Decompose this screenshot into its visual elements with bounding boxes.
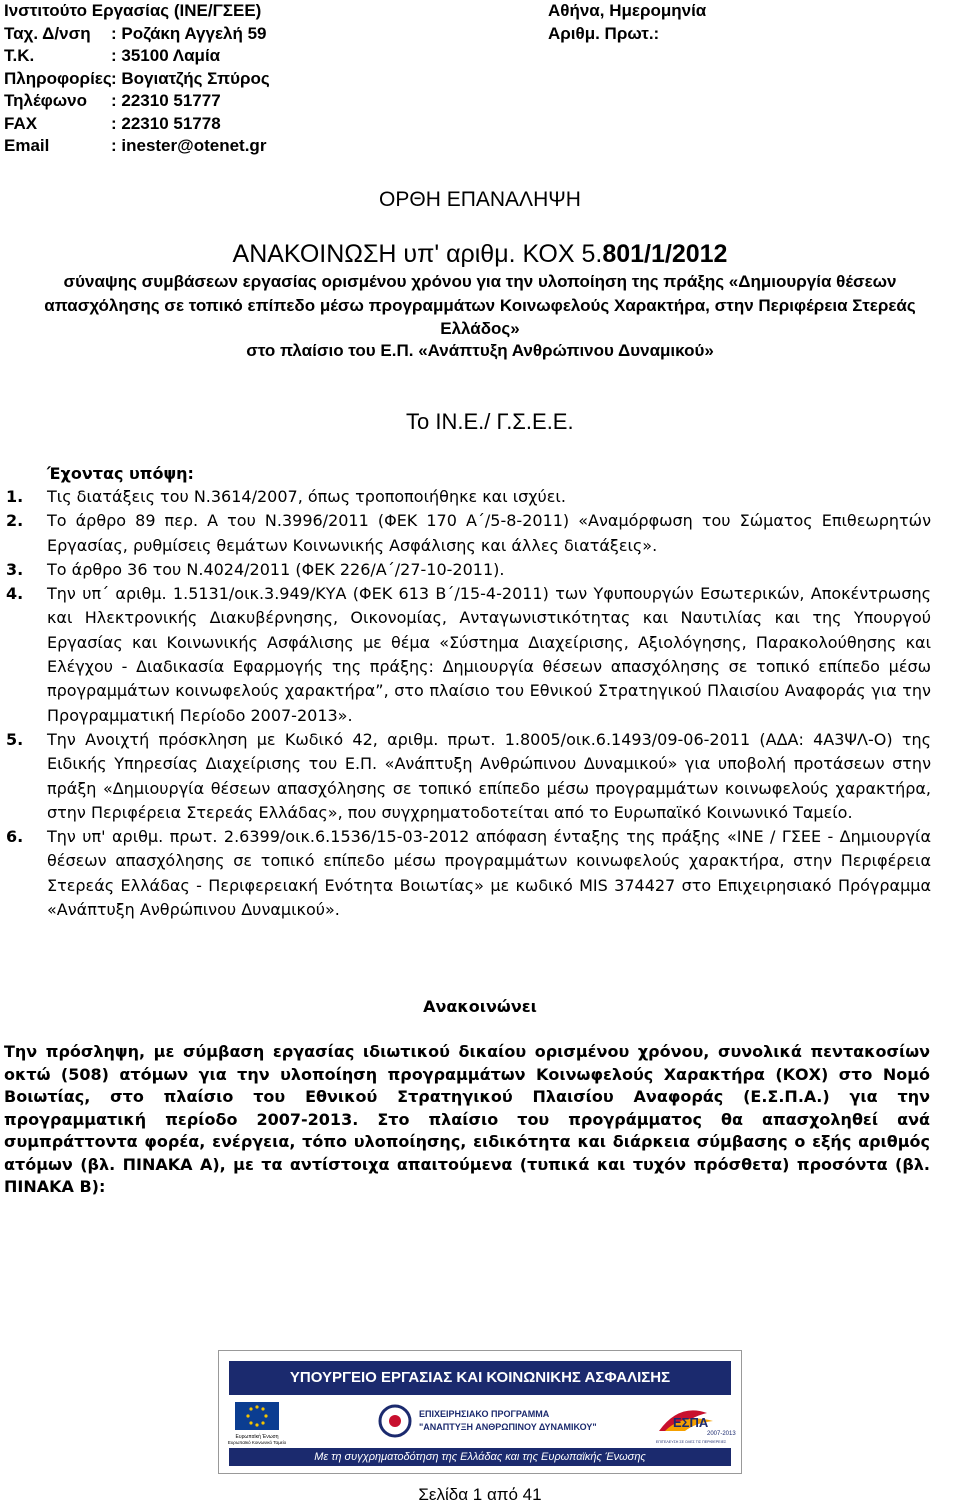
eu-flag-icon [235,1402,279,1430]
program-logo-icon [380,1406,410,1436]
repeat-label: ΟΡΘΗ ΕΠΑΝΑΛΗΨΗ [379,188,581,211]
announces-heading: Ανακοινώνει [423,997,537,1016]
espa-years: 2007-2013 [707,1431,736,1437]
sender-email: Email : inester@otenet.gr [4,136,267,155]
logos-svg [227,1399,736,1447]
announcement-title-number: 801/1/2012 [602,240,728,268]
sender-info: Πληροφορίες : Βογιατζής Σπύρος [4,68,270,88]
hiring-paragraph: Την πρόσληψη, με σύμβαση εργασίας ιδιωτικού δικαίου ορισμένου χρόνου, συνολικά πεντακοσίων οκτώ (508) ατόμων για την υλοποίηση προγραμμάτων Κοινωφελούς Χαρακτήρα (ΚΟΧ) στο Νομό Βοιωτίας, στο πλαίσιο του Εθνικού Στρατηγικού Πλαισίου Αναφοράς (Ε.Σ.Π.Α.) για την προγραμματική περίοδο 2007-2013. Στο πλαίσιο του προγράμματος θα απασχοληθεί ανά συμπράττοντα φορέα, ενέργεια, τόπο υλοποίησης, ειδικότητα και διάρκεια σύμβασης ο εξής αριθμός ατόμων (βλ. ΠΙΝΑΚΑ Α), με τα αντίστοιχα απαιτούμενα (τυπικά και τυχόν πρόσθετα) προσόντα (βλ. ΠΙΝΑΚΑ Β): [4,1042,930,1196]
sender-block [4,0,270,158]
protocol-line: Αριθμ. Πρωτ.: [548,23,660,43]
considerations-list [6,485,931,922]
announcement-subject-program: στο πλαίσιο του Ε.Π. «Ανάπτυξη Ανθρώπινου Δυναμικού» [246,341,714,360]
espa-wordmark: ΕΣΠΑ [673,1415,709,1430]
ministry-bar: ΥΠΟΥΡΓΕΙΟ ΕΡΓΑΣΙΑΣ ΚΑΙ ΚΟΙΝΩΝΙΚΗΣ ΑΣΦΑΛΙΣΗΣ [229,1361,731,1395]
funding-banner [218,1350,742,1474]
espa-caption: ΕΠΙΤΕΛΕΥΣΗ ΣΕ ΟΛΕΣ ΤΙΣ ΠΕΡΙΦΕΡΕΙΕΣ [655,1440,727,1444]
list-item: 4. Την υπ΄ αριθμ. 1.5131/οικ.3.949/ΚΥΑ (ΦΕΚ 613 Β΄/15-4-2011) των Υφυπουργών Εσωτερικών, Αποκέντρωσης και Ηλεκτρονικής Διακυβέρνησης, Οικονομίας, Ανταγωνιστικότητας και Ναυτιλίας και της Υπουργού Εργασίας και Κοινωνικής Ασφάλισης με θέμα «Σύστημα Διαχείρισης, Αξιολόγησης, Παρακολούθησης και Ελέγχου - Διαδικασία Εφαρμογής της πράξης: Δημιουργία θέσεων απασχόλησης σε τοπικό επίπεδο μέσω προγραμμάτων κοινωφελούς χαρακτήρα”, στο πλαίσιο του Εθνικού Στρατηγικού Πλαισίου Αναφοράς για την Προγραμματική Περίοδο 2007-2013». [6,584,931,725]
sender-address: Ταχ. Δ/νση : Ροζάκη Αγγελή 59 [4,23,267,43]
date-line: Αθήνα, Ημερομηνία [548,1,707,20]
list-item: 3. Το άρθρο 36 του Ν.4024/2011 (ΦΕΚ 226/Α΄/27-10-2011). [6,559,505,579]
list-item: 1. Τις διατάξεις του Ν.3614/2007, όπως τροποποιήθηκε και ισχύει. [6,487,566,506]
sender-phone: Τηλέφωνο : 22310 51777 [4,91,221,110]
cofunding-slogan: Με τη συγχρηματοδότηση της Ελλάδας και της Ευρωπαϊκής Ένωσης [229,1448,731,1466]
sender-fax: FAX : 22310 51778 [4,113,221,133]
date-block [548,0,706,45]
logos-row [227,1399,736,1447]
page-number: Σελίδα 1 από 41 [418,1485,542,1504]
sender-postcode: Τ.Κ. : 35100 Λαμία [4,46,221,65]
list-item: 6. Την υπ' αριθμ. πρωτ. 2.6399/οικ.6.1536/15-03-2012 απόφαση ένταξης της πράξης «ΙΝΕ / ΓΣΕΕ - Δημιουργία θέσεων απασχόλησης σε τοπικό επίπεδο μέσω προγραμμάτων κοινωφελούς χαρακτήρα, στην Περιφέρεια Στερεάς Ελλάδας - Περιφερειακή Ενότητα Βοιωτίας» με κωδικό MIS 374427 στο Επιχειρησιακό Πρόγραμμα «Ανάπτυξη Ανθρώπινου Δυναμικού». [6,827,931,920]
announcement-title [0,237,960,271]
list-item: 2. Το άρθρο 89 περ. Α του Ν.3996/2011 (ΦΕΚ 170 Α΄/5-8-2011) «Αναμόρφωση του Σώματος Επιθεωρητών Εργασίας, ρυθμίσεις θεμάτων Κοινωνικής Ασφάλισης και άλλες διατάξεις». [6,511,931,555]
sender-org: Ινστιτούτο Εργασίας (ΙΝΕ/ΓΣΕΕ) [4,1,262,20]
program-title-2: "ΑΝΑΠΤΥΞΗ ΑΝΘΡΩΠΙΝΟΥ ΔΥΝΑΜΙΚΟΥ" [419,1422,597,1432]
issuer-heading: Το ΙΝ.Ε./ Γ.Σ.Ε.Ε. [406,409,574,434]
announcement-title-prefix: ΑΝΑΚΟΙΝΩΣΗ υπ' αριθμ. ΚΟΧ 5. [232,240,603,268]
considering-heading: Έχοντας υπόψη: [47,464,194,483]
eu-caption-2: Ευρωπαϊκό Κοινωνικό Ταμείο [227,1440,287,1445]
eu-caption: Ευρωπαϊκή Ένωση [235,1434,279,1440]
program-title-1: ΕΠΙΧΕΙΡΗΣΙΑΚΟ ΠΡΟΓΡΑΜΜΑ [419,1409,550,1419]
announcement-subject: σύναψης συμβάσεων εργασίας ορισμένου χρόνου για την υλοποίηση της πράξης «Δημιουργία θέσεων απασχόλησης σε τοπικό επίπεδο μέσω προγραμμάτων Κοινωφελούς Χαρακτήρα, στην Περιφέρεια Στερεάς Ελλάδος» [44,272,916,338]
list-item: 5. Την Ανοιχτή πρόσκληση με Κωδικό 42, αριθμ. πρωτ. 1.8005/οικ.6.1493/09-06-2011 (ΑΔΑ: 4Α3ΨΛ-Ο) της Ειδικής Υπηρεσίας Διαχείρισης του Ε.Π. «Ανάπτυξη Ανθρώπινου Δυναμικού» για υποβολή προτάσεων στην πράξη «Δημιουργία θέσεων απασχόλησης σε τοπικό επίπεδο μέσω προγραμμάτων κοινωφελούς χαρακτήρα, στην Περιφέρεια Στερεάς Ελλάδας», που συγχρηματοδοτείται από το Ευρωπαϊκό Κοινωνικό Ταμείο. [6,729,931,822]
